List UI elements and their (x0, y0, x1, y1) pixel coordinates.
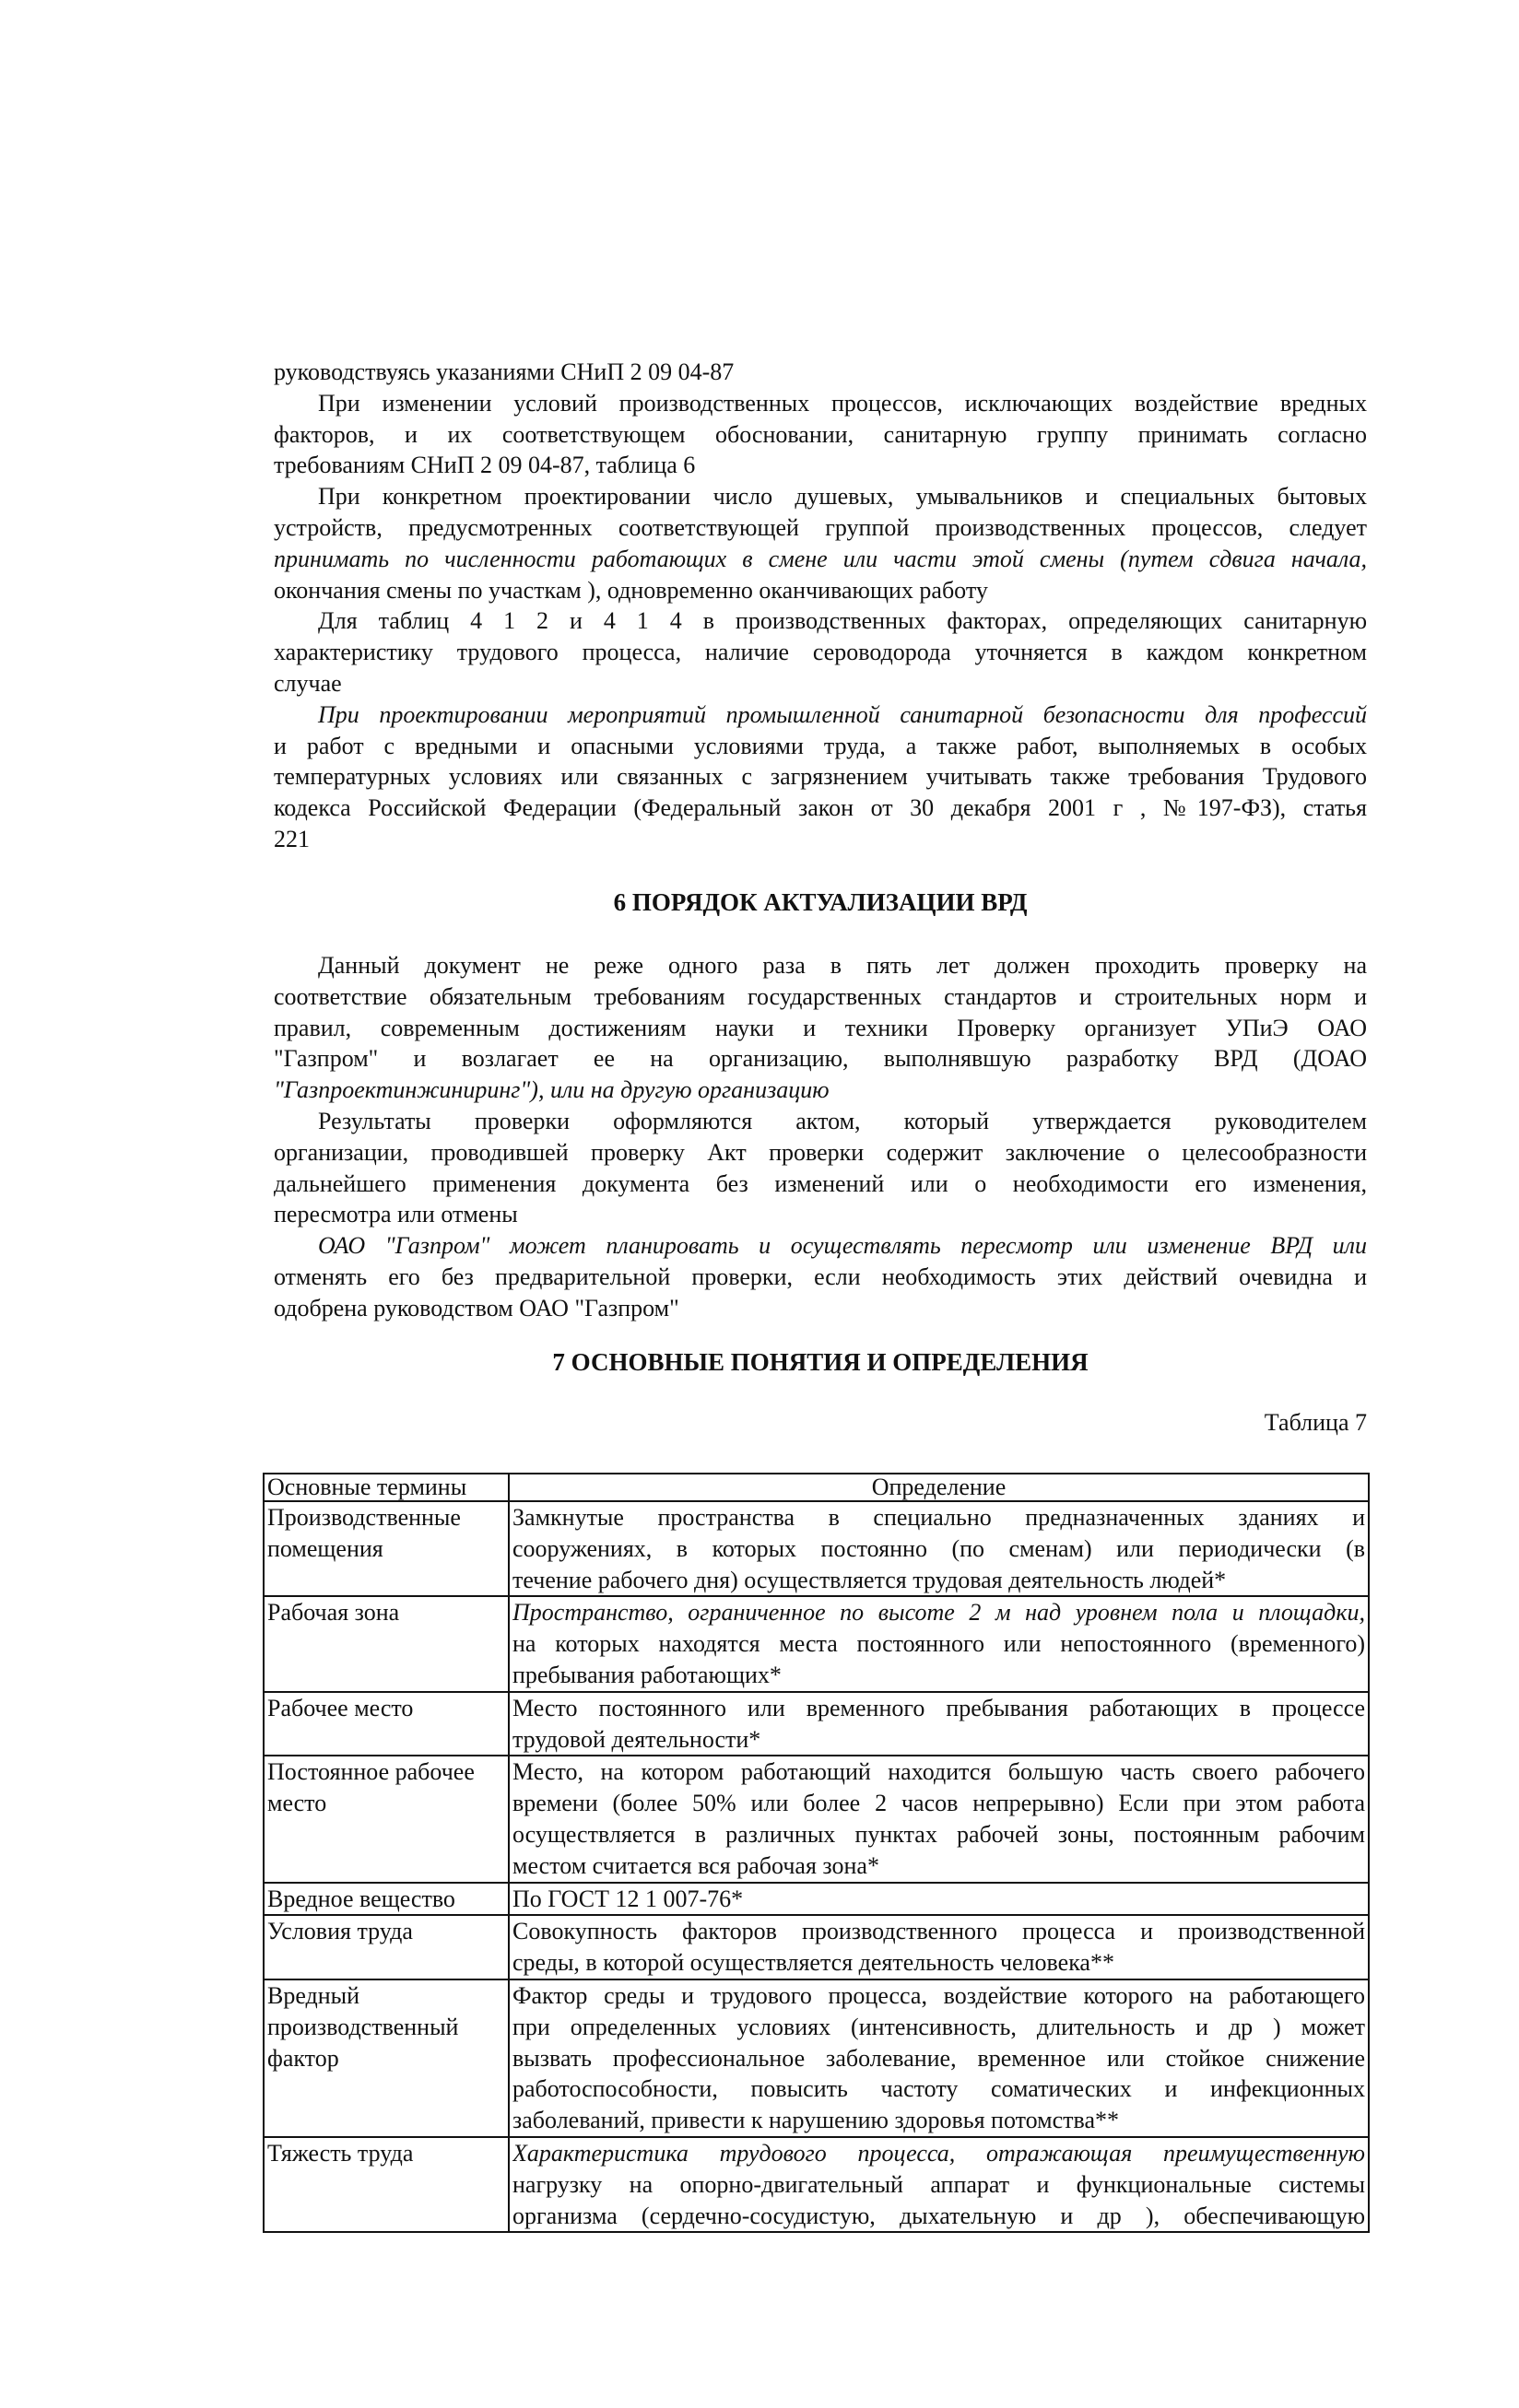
term-line: Условия труда (267, 1918, 413, 1945)
term-line: помещения (267, 1534, 383, 1562)
text-line: при определенных условиях (интенсивность, длительность и др ) может (512, 2013, 1365, 2040)
text-line: нагрузку на опорно-двигательный аппарат и функциональные системы (512, 2170, 1365, 2198)
table-row (264, 1915, 1369, 1979)
definition-cell (509, 1692, 1369, 1756)
text-line: Фактор среды и трудового процесса, воздействие которого на работающего (512, 1981, 1365, 2009)
text-line: заболеваний, привести к нарушению здоровья потомства** (512, 2107, 1119, 2134)
text-line: Совокупность факторов производственного процесса и производственной (512, 1918, 1365, 1945)
table-row (264, 1596, 1369, 1691)
table-row (264, 2137, 1369, 2232)
term-line: место (267, 1790, 327, 1817)
text-line: ОАО "Газпром" может планировать и осуществлять пересмотр или изменение ВРД или (318, 1232, 1367, 1260)
term-cell (264, 2137, 509, 2232)
definition-cell (509, 2137, 1369, 2232)
table-row (264, 1756, 1369, 1882)
text-line: принимать по численности работающих в смене или части этой смены (путем сдвига начала, (274, 545, 1367, 572)
table-row (264, 1979, 1369, 2137)
definition-cell (509, 1756, 1369, 1882)
header-definition: Определение (509, 1474, 1369, 1501)
text-line: на которых находятся места постоянного или непостоянного (временного) (512, 1630, 1365, 1658)
text-line: правил, современным достижениям науки и техники Проверку организует УПиЭ ОАО (274, 1014, 1367, 1041)
term-line: Производственные (267, 1504, 461, 1531)
text-line: При конкретном проектировании число душевых, умывальников и специальных бытовых (318, 483, 1367, 511)
text-line: характеристику трудового процесса, наличие сероводорода уточняется в каждом конкретном (274, 639, 1367, 666)
term-line: производственный (267, 2013, 459, 2040)
text-line: пересмотра или отмены (274, 1201, 518, 1228)
text-line: течение рабочего дня) осуществляется трудовая деятельность людей* (512, 1566, 1227, 1593)
definition-cell (509, 1883, 1369, 1916)
text-line: температурных условиях или связанных с загрязнением учитывать также требования Трудового (274, 763, 1367, 791)
text-line: трудовой деятельности* (512, 1725, 761, 1753)
definitions-table (263, 1473, 1370, 2233)
text-line: Место, на котором работающий находится большую часть своего рабочего (512, 1758, 1365, 1786)
table-row (264, 1883, 1369, 1916)
term-line: Рабочая зона (267, 1599, 400, 1627)
section-6-body (274, 950, 1367, 1324)
text-line: работоспособности, повысить частоту соматических и инфекционных (512, 2075, 1365, 2103)
section-heading-7: 7 ОСНОВНЫЕ ПОНЯТИЯ И ОПРЕДЕЛЕНИЯ (552, 1348, 1089, 1376)
text-line: пребывания работающих* (512, 1661, 782, 1688)
text-line: вызвать профессиональное заболевание, временное или стойкое снижение (512, 2044, 1365, 2072)
term-cell (264, 1756, 509, 1882)
text-line: времени (более 50% или более 2 часов непрерывно) Если при этом работа (512, 1790, 1365, 1817)
term-cell (264, 1883, 509, 1916)
term-cell (264, 1692, 509, 1756)
text-line: Характеристика трудового процесса, отражающая преимущественную (512, 2139, 1365, 2167)
text-line: дальнейшего применения документа без изменений или о необходимости его изменения, (274, 1169, 1367, 1197)
term-cell (264, 1501, 509, 1596)
text-line: требованиям СНиП 2 09 04-87, таблица 6 (274, 452, 696, 479)
text-line: Пространство, ограниченное по высоте 2 м над уровнем пола и площадки, (512, 1599, 1365, 1627)
text-line: отменять его без предварительной проверки, если необходимость этих действий очевидна и (274, 1263, 1367, 1290)
text-line: соответствие обязательным требованиям государственных стандартов и строительных норм и (274, 982, 1367, 1010)
text-line: При проектировании мероприятий промышленной санитарной безопасности для профессий (318, 700, 1367, 728)
text-line: Для таблиц 4 1 2 и 4 1 4 в производственных факторах, определяющих санитарную (318, 607, 1367, 635)
text-line: руководствуясь указаниями СНиП 2 09 04-87 (274, 358, 735, 385)
term-line: фактор (267, 2044, 339, 2072)
text-line: кодекса Российской Федерации (Федеральный закон от 30 декабря 2001 г , №197-ФЗ), статья (274, 794, 1367, 822)
text-line: "Газпром" и возлагает ее на организацию, выполнявшую разработку ВРД (ДОАО (274, 1045, 1367, 1073)
text-line: При изменении условий производственных процессов, исключающих воздействие вредных (318, 389, 1367, 417)
term-line: Тяжесть труда (267, 2139, 414, 2167)
text-line: По ГОСТ 12 1 007-76* (512, 1885, 744, 1912)
term-cell (264, 1979, 509, 2137)
term-cell (264, 1596, 509, 1691)
text-line: случае (274, 669, 342, 697)
definition-cell (509, 1915, 1369, 1979)
text-line: сооружениях, в которых постоянно (по сменам) или периодически (в (512, 1534, 1365, 1562)
text-line: факторов, и их соответствующем обосновании, санитарную группу принимать согласно (274, 420, 1367, 448)
text-line: осуществляется в различных пунктах рабочей зоны, постоянным рабочим (512, 1820, 1365, 1848)
text-line: организма (сердечно-сосудистую, дыхательную и др ), обеспечивающую (512, 2202, 1365, 2229)
table-row (264, 1692, 1369, 1756)
text-line: среды, в которой осуществляется деятельность человека** (512, 1949, 1114, 1977)
text-line: устройств, предусмотренных соответствующей группой производственных процессов, следует (274, 513, 1367, 541)
text-line: Результаты проверки оформляются актом, который утверждается руководителем (318, 1107, 1367, 1134)
text-line: 221 (274, 825, 310, 852)
text-line: организации, проводившей проверку Акт проверки содержит заключение о целесообразности (274, 1138, 1367, 1166)
term-line: Вредное вещество (267, 1885, 455, 1912)
definition-cell (509, 1979, 1369, 2137)
section-heading-6: 6 ПОРЯДОК АКТУАЛИЗАЦИИ ВРД (613, 888, 1028, 916)
text-line: окончания смены по участкам ), одновременно оканчивающих работу (274, 576, 988, 604)
text-line: Данный документ не реже одного раза в пять лет должен проходить проверку на (318, 952, 1367, 979)
table-caption: Таблица 7 (1264, 1409, 1367, 1436)
text-line: одобрена руководством ОАО "Газпром" (274, 1294, 679, 1321)
term-cell (264, 1915, 509, 1979)
header-terms: Основные термины (264, 1474, 509, 1501)
definition-cell (509, 1501, 1369, 1596)
table-row (264, 1501, 1369, 1596)
text-line: Место постоянного или временного пребывания работающих в процессе (512, 1694, 1365, 1721)
term-line: Постоянное рабочее (267, 1758, 475, 1786)
table-header-row (264, 1474, 1369, 1501)
text-line: "Газпроектинжиниринг"), или на другую организацию (274, 1076, 830, 1104)
text-line: Замкнутые пространства в специально предназначенных зданиях и (512, 1504, 1365, 1531)
definition-cell (509, 1596, 1369, 1691)
term-line: Рабочее место (267, 1694, 414, 1721)
paragraphs-top (274, 357, 1367, 855)
term-line: Вредный (267, 1981, 360, 2009)
text-line: местом считается вся рабочая зона* (512, 1851, 879, 1879)
text-line: и работ с вредными и опасными условиями труда, а также работ, выполняемых в особых (274, 732, 1367, 759)
